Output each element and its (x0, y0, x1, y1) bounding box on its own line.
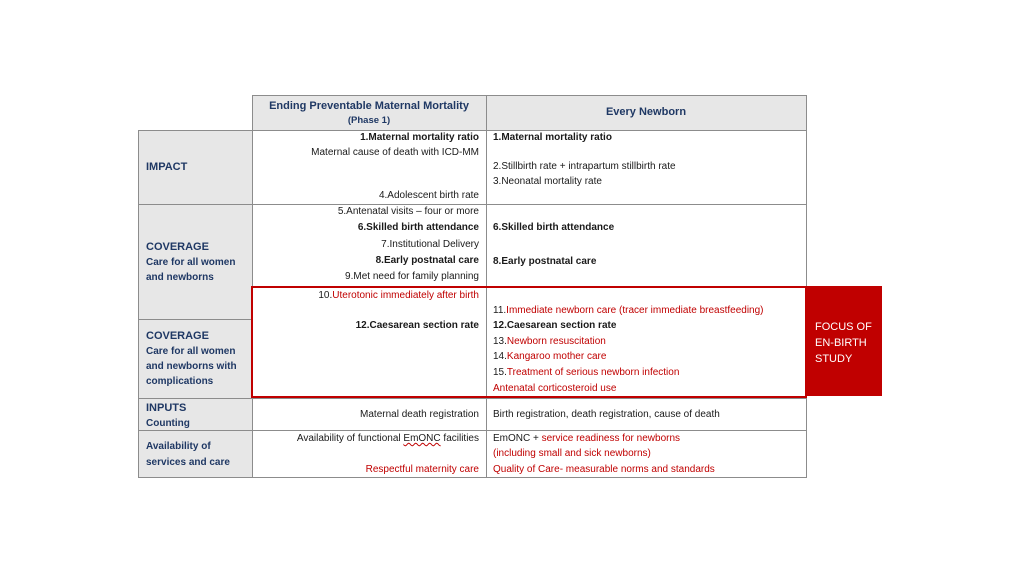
item-text: Immediate newborn care (tracer immediate breastfeeding) (506, 305, 764, 316)
row-label-coverage-complications: COVERAGE (146, 330, 209, 342)
item-number: 11. (493, 305, 507, 316)
focus-line: EN-BIRTH (815, 337, 867, 349)
coverage2-col1-item: 12.Caesarean section rate (355, 320, 479, 331)
emonc-term: EmONC (403, 433, 441, 444)
grid-line (138, 130, 139, 478)
coverage2-col2-item (493, 367, 679, 379)
coverage1-col2-item: 8.Early postnatal care (493, 256, 597, 267)
impact-col2-item: 2.Stillbirth rate + intrapartum stillbirth rate (493, 161, 676, 172)
row-sublabel: and newborns with (146, 361, 237, 372)
row-sublabel: complications (146, 376, 214, 387)
grid-line (138, 319, 252, 320)
item-text: Availability of functional (296, 433, 404, 444)
coverage2-col2-item (493, 351, 606, 363)
coverage1-col1-item: 8.Early postnatal care (375, 255, 479, 266)
row-label-impact: IMPACT (146, 161, 188, 173)
focus-line: FOCUS OF (815, 321, 872, 333)
item-number: 10. (318, 290, 333, 301)
item-text: Treatment of serious newborn infection (506, 367, 680, 378)
grid-line (138, 204, 807, 205)
coverage1-col1-item: 9.Met need for family planning (345, 271, 479, 282)
row-sublabel: and newborns (146, 272, 214, 283)
item-text: EmONC + (493, 433, 542, 444)
header-col1-title: Ending Preventable Maternal Mortality (269, 100, 469, 112)
focus-col1-item (254, 290, 479, 302)
availability-col2-item: Quality of Care- measurable norms and standards (493, 464, 715, 475)
coverage1-col1-item: 5.Antenatal visits – four or more (337, 206, 479, 217)
grid-line (252, 95, 807, 96)
row-label-inputs: INPUTS (146, 402, 187, 414)
coverage2-col2-title: 12.Caesarean section rate (493, 320, 617, 331)
row-sublabel: Care for all women (146, 257, 236, 268)
item-number: 14. (493, 351, 507, 362)
inputs-col1: Maternal death registration (360, 409, 479, 420)
item-text: Kangaroo mother care (506, 351, 607, 362)
item-text: facilities (440, 433, 479, 444)
row-label-coverage: COVERAGE (146, 241, 209, 253)
coverage1-col1-item: 6.Skilled birth attendance (357, 222, 479, 233)
grid-line (138, 477, 807, 478)
impact-col1-item: 1.Maternal mortality ratio (360, 132, 479, 143)
item-text: Antenatal corticosteroid use (493, 383, 617, 394)
row-sublabel: Care for all women (146, 346, 236, 357)
row-label-availability: services and care (146, 457, 230, 468)
availability-col2-item: (including small and sick newborns) (493, 448, 651, 459)
impact-col2-item: 1.Maternal mortality ratio (493, 132, 612, 143)
header-col1-subtitle: (Phase 1) (347, 115, 391, 126)
impact-col1-item: Maternal cause of death with ICD-MM (311, 147, 479, 158)
row-sublabel: Counting (146, 418, 190, 429)
grid-line (138, 430, 807, 431)
item-text: Newborn resuscitation (506, 336, 606, 347)
item-number: 15. (493, 367, 507, 378)
item-number: 13. (493, 336, 507, 347)
focus-box (807, 286, 882, 396)
grid-line (138, 130, 807, 131)
coverage2-col2-item (493, 336, 606, 348)
focus-line: STUDY (815, 353, 853, 365)
availability-col1-item: Respectful maternity care (365, 464, 479, 475)
row-label-availability: Availability of (146, 441, 211, 452)
item-text: Uterotonic immediately after birth (332, 290, 479, 301)
coverage1-col2-item: 6.Skilled birth attendance (493, 222, 615, 233)
availability-col2-item (493, 433, 680, 445)
focus-col2-item (493, 305, 764, 317)
coverage2-col2-item (493, 383, 616, 395)
impact-col2-item: 3.Neonatal mortality rate (493, 176, 602, 187)
impact-col1-item: 4.Adolescent birth rate (378, 190, 479, 201)
header-col2-title: Every Newborn (605, 106, 687, 118)
grid-line (138, 398, 807, 399)
item-text: service readiness for newborns (541, 433, 681, 444)
availability-col1-item (254, 433, 479, 445)
inputs-col2: Birth registration, death registration, cause of death (493, 409, 720, 420)
coverage1-col1-item: 7.Institutional Delivery (381, 239, 479, 250)
